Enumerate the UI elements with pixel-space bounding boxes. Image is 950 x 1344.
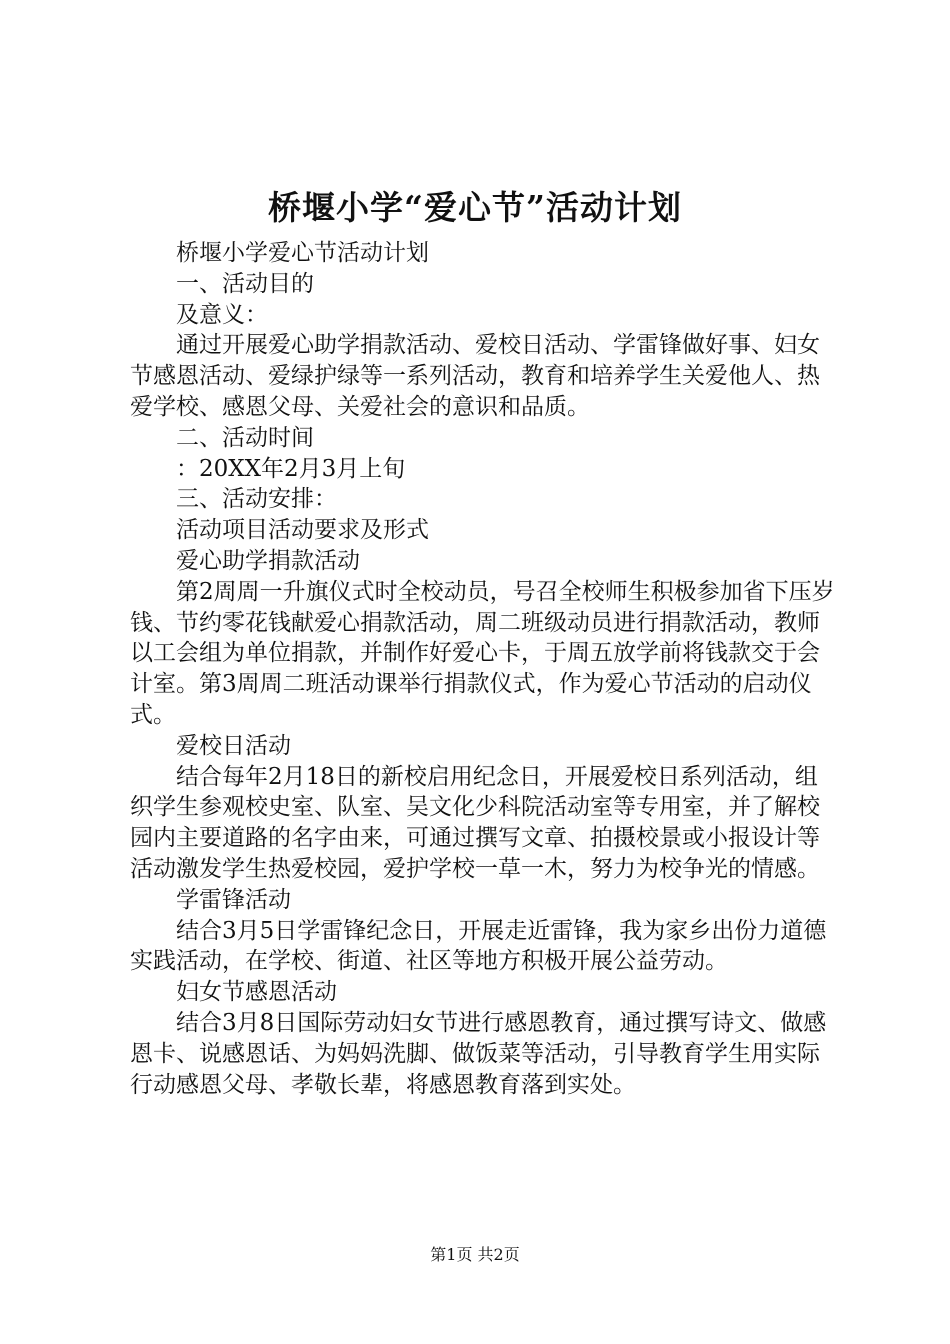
paragraph: ：20XX年2月3月上旬 <box>176 455 406 482</box>
paragraph: 妇女节感恩活动 <box>176 979 337 1006</box>
document-body <box>130 238 840 1100</box>
paragraph: 三、活动安排： <box>176 486 337 513</box>
paragraph: 一、活动目的 <box>176 270 314 297</box>
paragraph: 结合3月5日学雷锋纪念日，开展走近雷锋，我为家乡出份力道德实践活动，在学校、街道、社区等地方积极开展公益劳动。 <box>130 917 827 975</box>
paragraph: 结合3月8日国际劳动妇女节进行感恩教育，通过撰写诗文、做感恩卡、说感恩话、为妈妈洗脚、做饭菜等活动，引导教育学生用实际行动感恩父母、孝敬长辈，将感恩教育落到实处。 <box>130 1009 827 1098</box>
paragraph: 爱心助学捐款活动 <box>176 547 360 574</box>
paragraph: 学雷锋活动 <box>176 886 291 913</box>
paragraph: 桥堰小学爱心节活动计划 <box>176 240 429 266</box>
paragraph: 活动项目活动要求及形式 <box>176 517 429 544</box>
paragraph: 二、活动时间 <box>176 424 314 451</box>
paragraph: 爱校日活动 <box>176 732 291 759</box>
paragraph: 及意义： <box>176 301 268 328</box>
document-title: 桥堰小学“爱心节”活动计划 <box>268 188 682 227</box>
paragraph: 通过开展爱心助学捐款活动、爱校日活动、学雷锋做好事、妇女节感恩活动、爱绿护绿等一系列活动，教育和培养学生关爱他人、热爱学校、感恩父母、关爱社会的意识和品质。 <box>130 332 820 420</box>
paragraph: 结合每年2月18日的新校启用纪念日，开展爱校日系列活动，组织学生参观校史室、队室、吴文化少科院活动室等专用室，并了解校园内主要道路的名字由来，可通过撰写文章、拍摄校景或小报设计等活动激发学生热爱校园，爱护学校一草一木，努力为校争光的情感。 <box>130 763 820 882</box>
page-footer: 第1页 共2页 <box>430 1245 520 1264</box>
paragraph: 第2周周一升旗仪式时全校动员，号召全校师生积极参加省下压岁钱、节约零花钱献爱心捐款活动，周二班级动员进行捐款活动，教师以工会组为单位捐款，并制作好爱心卡，于周五放学前将钱款交于会计室。第3周周二班活动课举行捐款仪式，作为爱心节活动的启动仪式。 <box>130 578 835 728</box>
